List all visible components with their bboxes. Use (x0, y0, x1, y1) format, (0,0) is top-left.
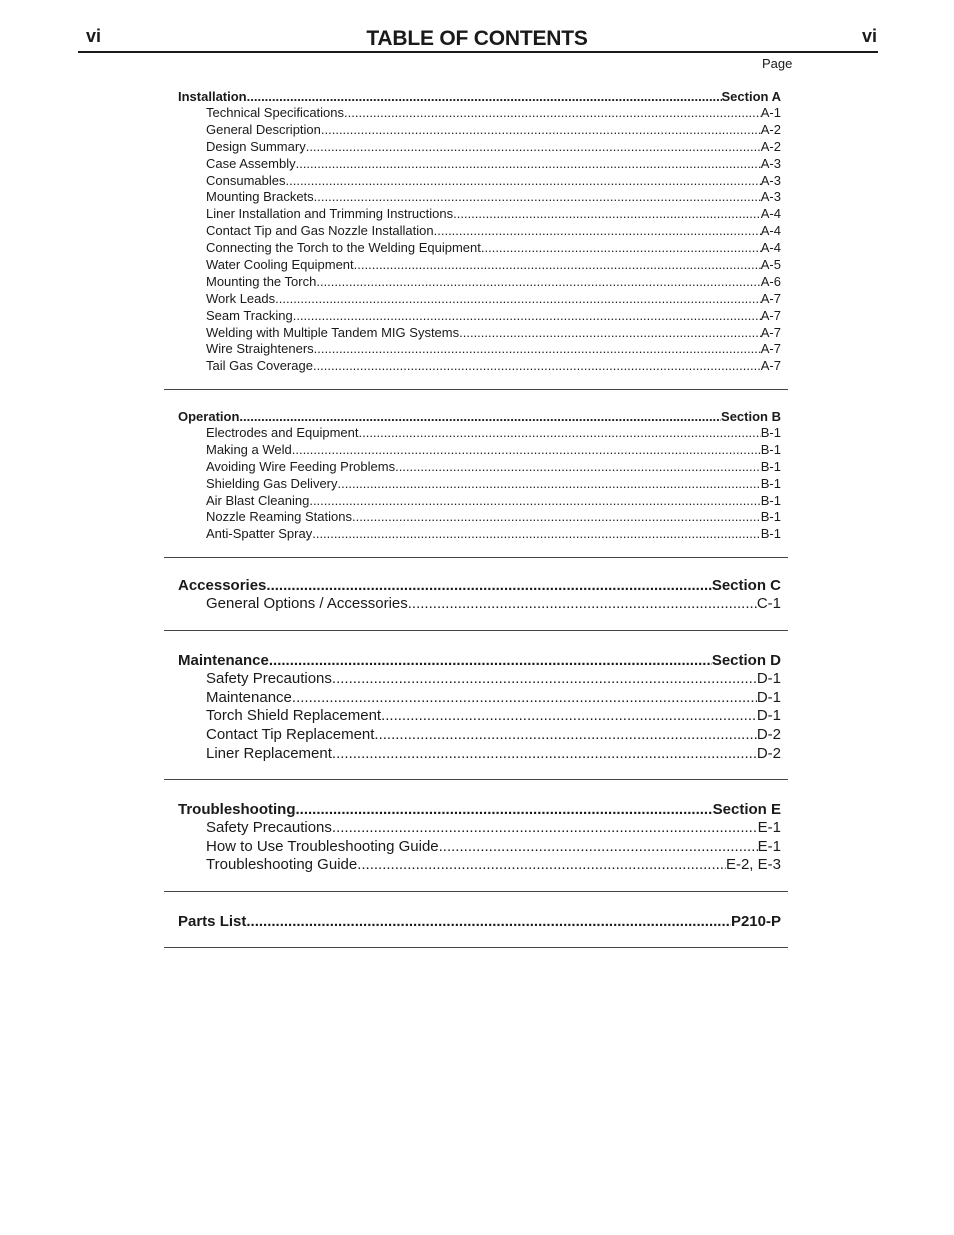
toc-item[interactable]: Wire Straighteners ..... A-7 (206, 341, 781, 358)
section-divider (164, 779, 788, 780)
toc-item[interactable]: Anti-Spatter Spray ..... B-1 (206, 526, 781, 543)
toc-item[interactable]: Making a Weld ..... B-1 (206, 442, 781, 459)
toc-section-operation (164, 408, 788, 543)
section-divider (164, 947, 788, 948)
page-number-left: vi (86, 26, 102, 46)
section-divider (164, 389, 788, 390)
toc-item[interactable]: Mounting the Torch ..... A-6 (206, 274, 781, 291)
toc-item[interactable]: Nozzle Reaming Stations ..... B-1 (206, 509, 781, 526)
toc-item[interactable]: Work Leads ..... A-7 (206, 291, 781, 308)
toc-section-troubleshooting (164, 800, 788, 875)
toc-item[interactable]: Contact Tip and Gas Nozzle Installation ..... A-4 (206, 223, 781, 240)
toc-item[interactable]: How to Use Troubleshooting Guide ..... E-1 (206, 838, 781, 857)
toc-item[interactable]: Design Summary ..... A-2 (206, 139, 781, 156)
toc-item[interactable]: Maintenance ..... D-1 (206, 689, 781, 708)
toc-section-installation (164, 88, 788, 375)
toc-item[interactable]: General Options / Accessories ..... C-1 (206, 595, 781, 614)
toc-item[interactable]: Consumables ..... A-3 (206, 173, 781, 190)
toc-heading[interactable]: Accessories ..... Section C (178, 576, 781, 595)
toc-item[interactable]: Avoiding Wire Feeding Problems ..... B-1 (206, 459, 781, 476)
toc-item[interactable]: Electrodes and Equipment ..... B-1 (206, 425, 781, 442)
page-number-right: vi (862, 26, 878, 46)
toc-item[interactable]: Contact Tip Replacement ..... D-2 (206, 726, 781, 745)
toc-item[interactable]: Torch Shield Replacement ..... D-1 (206, 707, 781, 726)
toc-item[interactable]: Liner Replacement ..... D-2 (206, 745, 781, 764)
toc-item[interactable]: Shielding Gas Delivery ..... B-1 (206, 476, 781, 493)
toc-item[interactable]: Air Blast Cleaning ..... B-1 (206, 493, 781, 510)
toc-section-parts-list (164, 912, 788, 931)
toc-section-accessories (164, 576, 788, 614)
toc-item[interactable]: Welding with Multiple Tandem MIG Systems ..... A-7 (206, 325, 781, 342)
toc-item[interactable]: Water Cooling Equipment ..... A-5 (206, 257, 781, 274)
toc-item[interactable]: Tail Gas Coverage ..... A-7 (206, 358, 781, 375)
section-divider (164, 630, 788, 631)
toc-item[interactable]: Case Assembly ..... A-3 (206, 156, 781, 173)
toc-heading[interactable]: Installation ..... Section A (178, 88, 781, 105)
toc-item[interactable]: Connecting the Torch to the Welding Equipment ..... A-4 (206, 240, 781, 257)
toc-item[interactable]: Liner Installation and Trimming Instructions ..... A-4 (206, 206, 781, 223)
section-divider (164, 557, 788, 558)
toc-item[interactable]: Safety Precautions ..... E-1 (206, 819, 781, 838)
page-title: TABLE OF CONTENTS (366, 27, 588, 50)
toc-section-maintenance (164, 651, 788, 763)
toc-heading[interactable]: Parts List ..... P210-P (178, 912, 781, 931)
section-divider (164, 891, 788, 892)
toc-item[interactable]: Technical Specifications ..... A-1 (206, 105, 781, 122)
toc-item[interactable]: Troubleshooting Guide ..... E-2, E-3 (206, 856, 781, 875)
toc-heading[interactable]: Troubleshooting ..... Section E (178, 800, 781, 819)
toc-heading[interactable]: Operation ..... Section B (178, 408, 781, 425)
page-column-label: Page (762, 56, 793, 71)
toc-item[interactable]: General Description ..... A-2 (206, 122, 781, 139)
toc-item[interactable]: Seam Tracking ..... A-7 (206, 308, 781, 325)
header-rule (78, 51, 878, 53)
toc-heading[interactable]: Maintenance ..... Section D (178, 651, 781, 670)
toc-item[interactable]: Safety Precautions ..... D-1 (206, 670, 781, 689)
toc-item[interactable]: Mounting Brackets ..... A-3 (206, 189, 781, 206)
